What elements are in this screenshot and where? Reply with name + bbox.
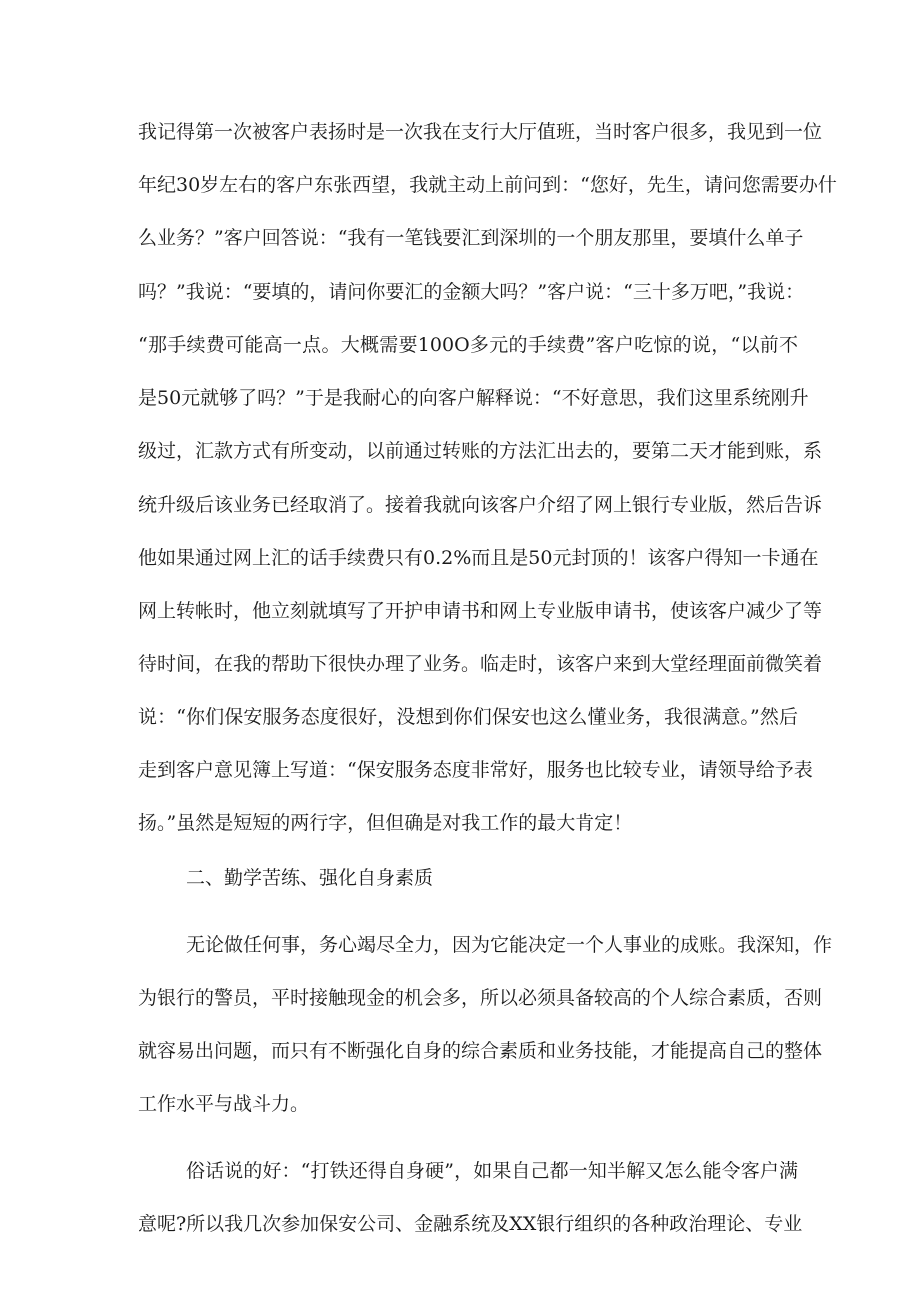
paragraph-1-line-11: 待时间，在我的帮助下很快办理了业务。临走时，该客户来到大堂经理面前微笑着 (138, 653, 823, 675)
paragraph-3-line-2: 意呢?所以我几次参加保安公司、金融系统及XX银行组织的各种政治理论、专业 (138, 1213, 803, 1235)
paragraph-1-line-7: 级过，汇款方式有所变动，以前通过转账的方法汇出去的，要第二天才能到账，系 (138, 440, 823, 462)
paragraph-2-line-1: 无论做任何事，务心竭尽全力，因为它能决定一个人事业的成账。我深知，作 (186, 934, 833, 956)
paragraph-1-line-6: 是50元就够了吗？”于是我耐心的向客户解释说：“不好意思，我们这里系统刚升 (138, 387, 809, 409)
paragraph-2-line-2: 为银行的警员，平时接触现金的机会多，所以必须具备较高的个人综合素质，否则 (138, 987, 823, 1009)
paragraph-2-line-4: 工作水平与战斗力。 (138, 1093, 310, 1115)
paragraph-1-line-9: 他如果通过网上汇的话手续费只有0.2%而且是50元封顶的！该客户得知一卡通在 (138, 547, 819, 569)
paragraph-1-line-1: 我记得第一次被客户表扬时是一次我在支行大厅值班，当时客户很多，我见到一位 (138, 121, 823, 143)
section-heading: 二、勤学苦练、强化自身素质 (186, 867, 434, 889)
paragraph-1-line-5: “那手续费可能高一点。大概需要100O多元的手续费”客户吃惊的说，“以前不 (138, 334, 798, 356)
paragraph-1-line-10: 网上转帐时，他立刻就填写了开护申请书和网上专业版申请书，使该客户减少了等 (138, 600, 823, 622)
paragraph-1-line-3: 么业务？”客户回答说：“我有一笔钱要汇到深圳的一个朋友那里，要填什么单子 (138, 227, 804, 249)
paragraph-3-line-1: 俗话说的好：“打铁还得自身硬”，如果自己都一知半解又怎么能令客户满 (186, 1160, 798, 1182)
paragraph-1-line-13: 走到客户意见簿上写道：“保安服务态度非常好，服务也比较专业，请领导给予表 (138, 759, 813, 781)
paragraph-2-line-3: 就容易出问题，而只有不断强化自身的综合素质和业务技能，才能提高自己的整体 (138, 1040, 823, 1062)
paragraph-1-line-8: 统升级后该业务已经取消了。接着我就向该客户介绍了网上银行专业版，然后告诉 (138, 494, 823, 516)
paragraph-1-line-12: 说：“你们保安服务态度很好，没想到你们保安也这么懂业务，我很满意。”然后 (138, 706, 798, 728)
paragraph-1-line-14: 扬。”虽然是短短的两行字，但但确是对我工作的最大肯定！ (138, 812, 633, 834)
paragraph-1-line-2: 年纪30岁左右的客户东张西望，我就主动上前问到：“您好，先生，请问您需要办什 (138, 174, 837, 196)
paragraph-1-line-4: 吗？”我说：“要填的，请问你要汇的金额大吗？”客户说：“三十多万吧，”我说： (138, 281, 805, 303)
